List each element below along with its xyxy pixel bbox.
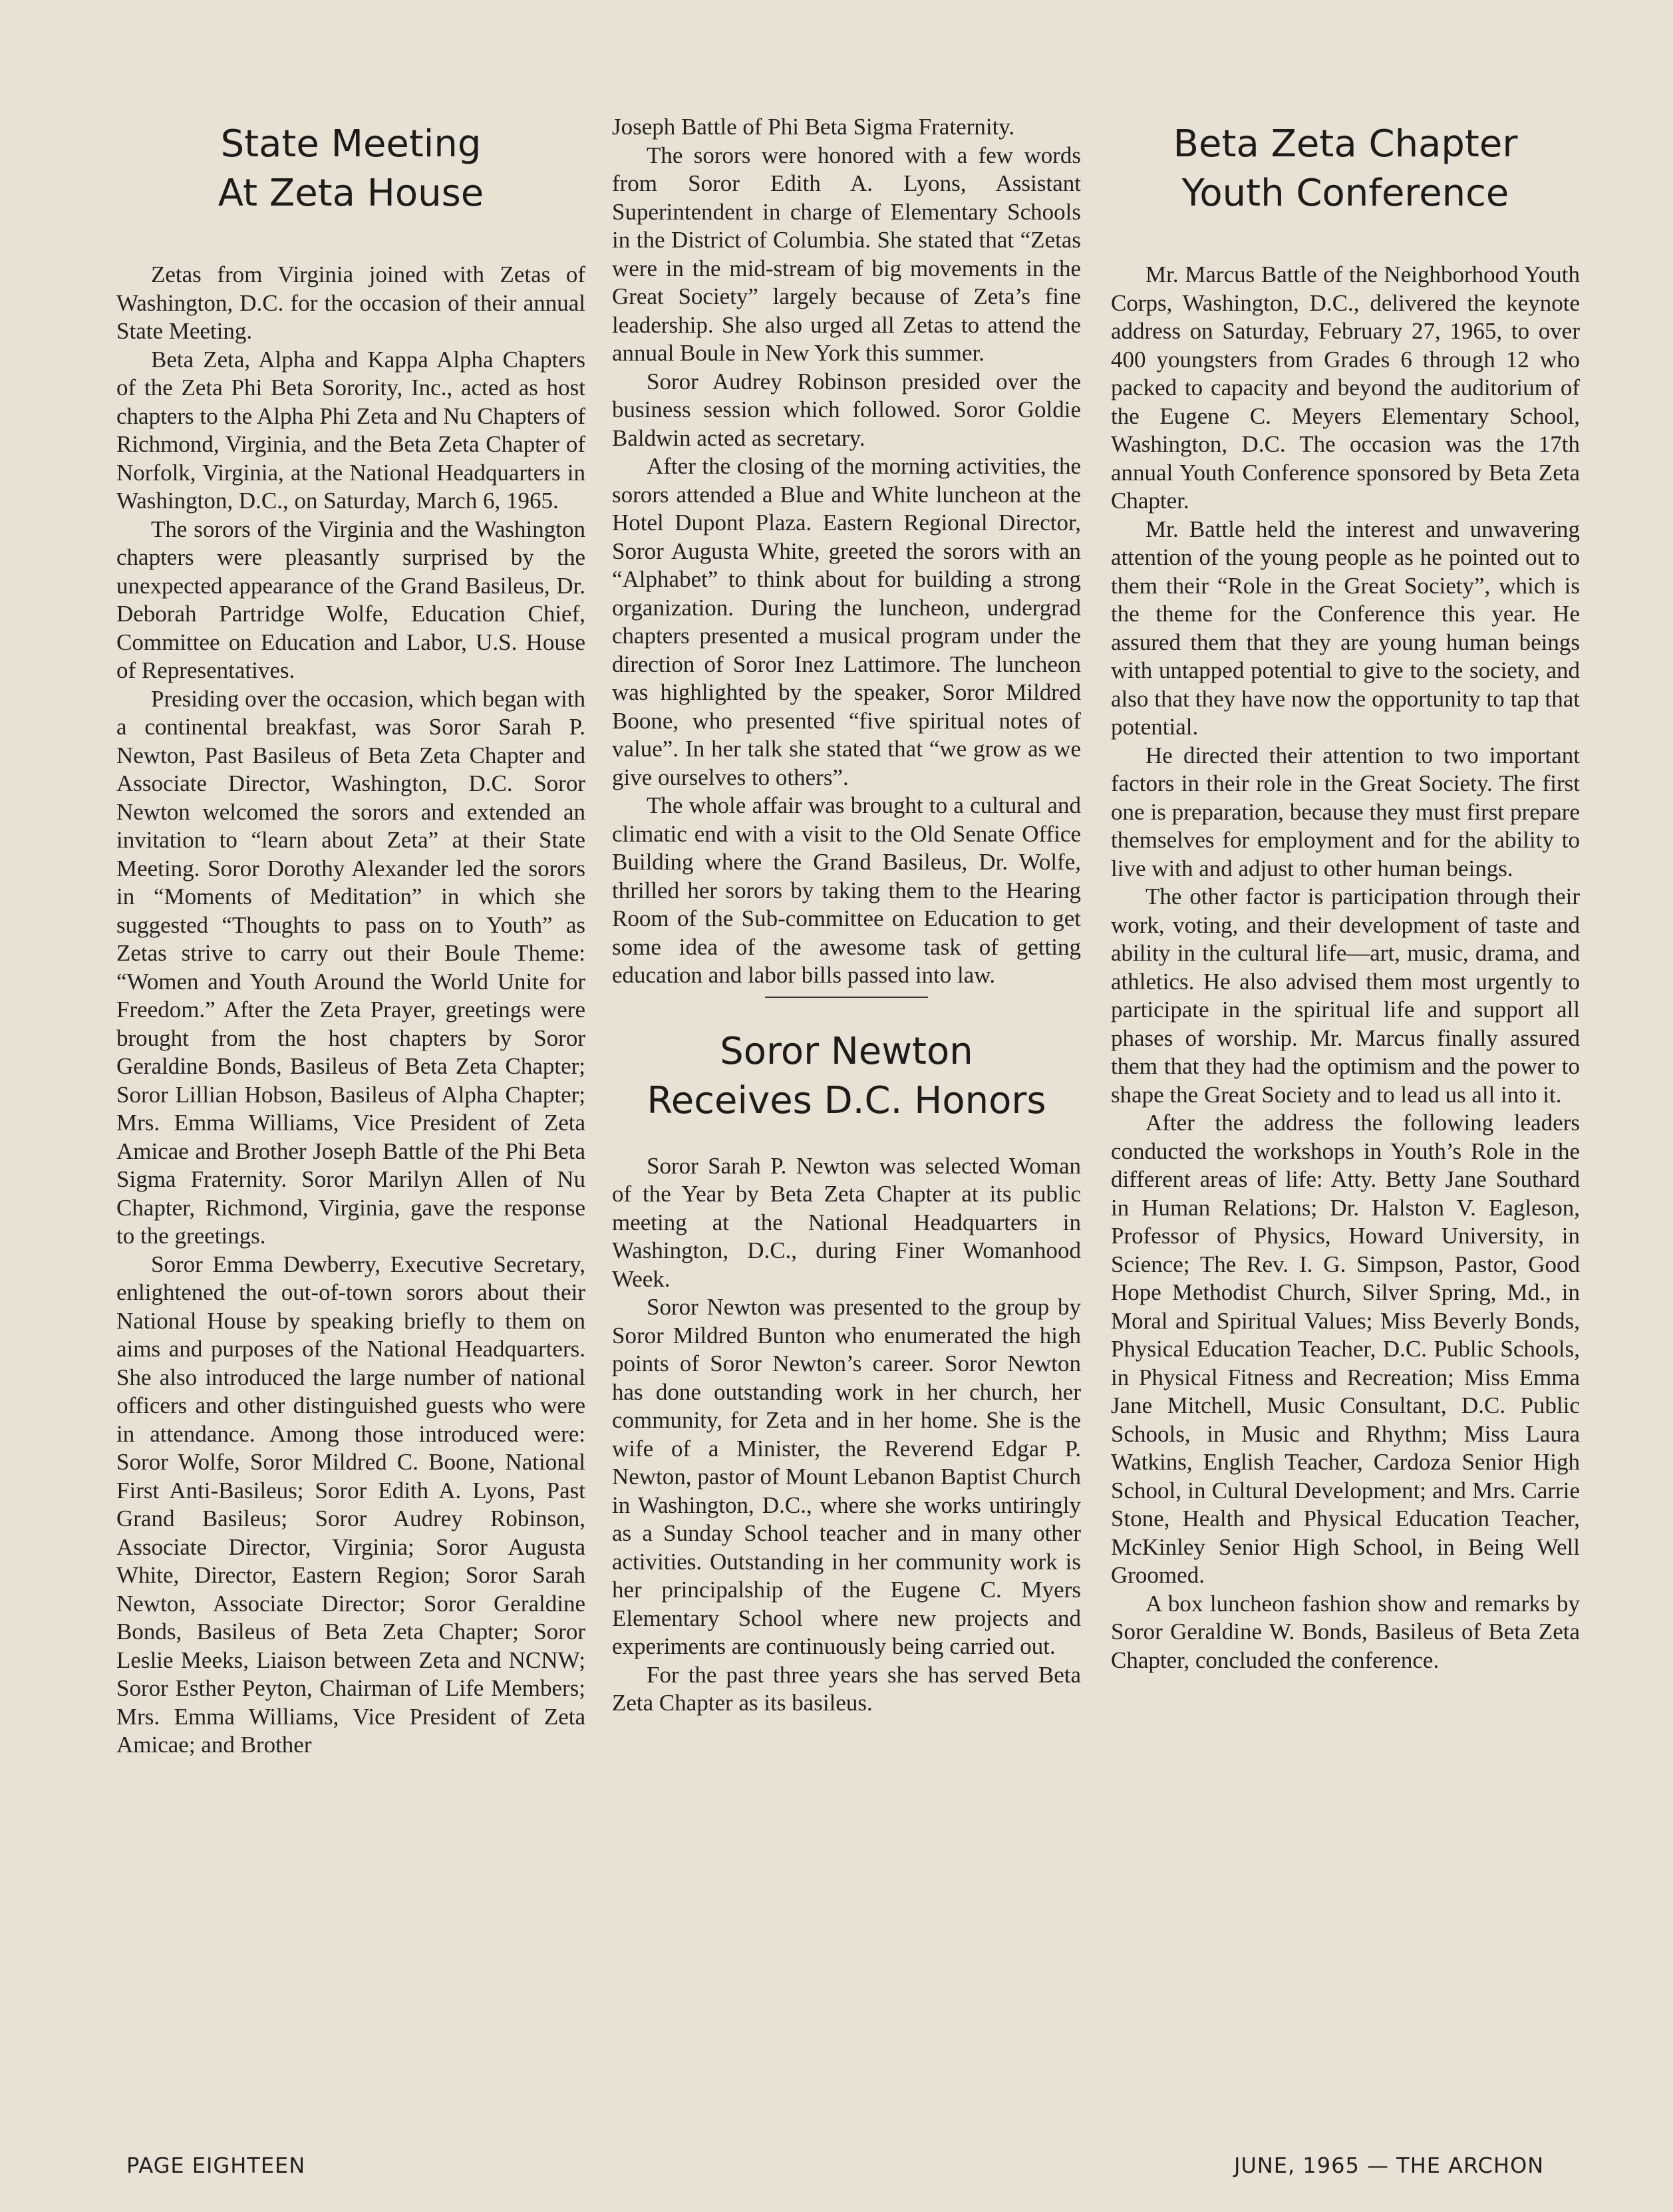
headline-line: State Meeting bbox=[220, 122, 482, 166]
paragraph: Presiding over the occasion, which began with a continental breakfast, was Soror Sarah P. Newton, Past Basileus of Beta Zeta Chapter and Associate Director, Washington, D.C. Soror Newton welcomed the sorors and extended an invitation to “learn about Zeta” at their State Meeting. Soror Dorothy Alexander led the sorors in “Moments of Meditation” in which she suggested “Thoughts to pass on to Youth” as Zetas strive to carry out their Boule Theme: “Women and Youth Around the World Unite for Freedom.” After the Zeta Prayer, greetings were brought from the host chapters by Soror Geraldine Bonds, Basileus of Beta Zeta Chapter; Soror Lillian Hobson, Basileus of Alpha Chapter; Mrs. Emma Williams, Vice President of Zeta Amicae and Brother Joseph Battle of the Phi Beta Sigma Fraternity. Soror Marilyn Allen of Nu Chapter, Richmond, Virginia, gave the response to the greetings. bbox=[116, 685, 585, 1249]
paragraph-continuation: Joseph Battle of Phi Beta Sigma Fraternity. bbox=[612, 114, 1015, 140]
paragraph: For the past three years she has served Beta Zeta Chapter as its basileus. bbox=[612, 1661, 1081, 1716]
headline-line: At Zeta House bbox=[218, 172, 484, 215]
column-middle bbox=[612, 113, 1081, 1718]
headline-youth-conference bbox=[1111, 120, 1580, 218]
issue-footer: JUNE, 1965 — THE ARCHON bbox=[1234, 2153, 1545, 2178]
paragraph: A box luncheon fashion show and remarks by Soror Geraldine W. Bonds, Basileus of Beta Zeta Chapter, concluded the conference. bbox=[1111, 1590, 1580, 1673]
article-state-meeting bbox=[116, 113, 585, 1760]
article-body-newton bbox=[612, 1152, 1081, 1718]
paragraph: Soror Sarah P. Newton was selected Woman of the Year by Beta Zeta Chapter at its public meeting at the National Headquarters in Washington, D.C., during Finer Womanhood Week. bbox=[612, 1152, 1081, 1292]
headline-line: Beta Zeta Chapter bbox=[1173, 122, 1518, 166]
paragraph: The whole affair was brought to a cultural and climatic end with a visit to the Old Senate Office Building where the Grand Basileus, Dr. Wolfe, thrilled her sorors by taking them to the Hearing Room of the Sub-committee on Education to get some idea of the awesome task of getting education and labor bills passed into law. bbox=[612, 792, 1081, 988]
article-body bbox=[116, 261, 585, 1760]
paragraph: Mr. Marcus Battle of the Neighborhood Youth Corps, Washington, D.C., delivered the keynote address on Saturday, February 27, 1965, to over 400 youngsters from Grades 6 through 12 who packed to capacity and beyond the auditorium of the Eugene C. Meyers Elementary School, Washington, D.C. The occasion was the 17th annual Youth Conference sponsored by Beta Zeta Chapter. bbox=[1111, 261, 1580, 514]
paragraph: After the closing of the morning activities, the sorors attended a Blue and White luncheon at the Hotel Dupont Plaza. Eastern Regional Director, Soror Augusta White, greeted the sorors with an “Alphabet” to think about for building a strong organization. During the luncheon, undergrad chapters presented a musical program under the direction of Soror Inez Lattimore. The luncheon was highlighted by the speaker, Soror Mildred Boone, who presented “five spiritual notes of value”. In her talk she stated that “we grow as we give ourselves to others”. bbox=[612, 453, 1081, 790]
paragraph: The sorors were honored with a few words from Soror Edith A. Lyons, Assistant Superintendent in charge of Elementary Schools in the District of Columbia. She stated that “Zetas were in the mid-stream of big movements in the Great Society” largely because of Zeta’s fine leadership. She also urged all Zetas to attend the annual Boule in New York this summer. bbox=[612, 142, 1081, 366]
section-divider bbox=[765, 997, 928, 998]
headline-state-meeting bbox=[116, 120, 585, 218]
article-body-continued bbox=[612, 113, 1081, 990]
paragraph: The sorors of the Virginia and the Washington chapters were pleasantly surprised by the unexpected appearance of the Grand Basileus, Dr. Deborah Partridge Wolfe, Education Chief, Committee on Education and Labor, U.S. House of Representatives. bbox=[116, 516, 585, 683]
paragraph: Soror Emma Dewberry, Executive Secretary, enlightened the out-of-town sorors about their National House by speaking briefly to them on aims and purposes of the National Headquarters. She also introduced the large number of national officers and other distinguished guests who were in attendance. Among those introduced were: Soror Wolfe, Soror Mildred C. Boone, National First Anti-Basileus; Soror Edith A. Lyons, Past Grand Basileus; Soror Audrey Robinson, Associate Director, Virginia; Soror Augusta White, Director, Eastern Region; Soror Sarah Newton, Associate Director; Soror Geraldine Bonds, Basileus of Beta Zeta Chapter; Soror Leslie Meeks, Liaison between Zeta and NCNW; Soror Esther Peyton, Chairman of Life Members; Mrs. Emma Williams, Vice President of Zeta Amicae; and Brother bbox=[116, 1251, 585, 1758]
paragraph: Soror Newton was presented to the group by Soror Mildred Bunton who enumerated the high points of Soror Newton’s career. Soror Newton has done outstanding work in her church, her community, for Zeta and in her home. She is the wife of a Minister, the Reverend Edgar P. Newton, pastor of Mount Lebanon Baptist Church in Washington, D.C., where she works untiringly as a Sunday School teacher and in many other activities. Outstanding in her community work is her principalship of the Eugene C. Myers Elementary School where new projects and experiments are continuously being carried out. bbox=[612, 1294, 1081, 1659]
paragraph: The other factor is participation through their work, voting, and their development of taste and ability in the cultural life—art, music, drama, and athletics. He also advised them most urgently to participate in the spiritual life and support all phases of worship. Mr. Marcus finally assured them that they had the optimism and the power to shape the Great Society and to lead us all into it. bbox=[1111, 883, 1580, 1108]
paragraph: He directed their attention to two important factors in their role in the Great Society. The first one is preparation, because they must first prepare themselves for employment and for the ability to live with and adjust to other human beings. bbox=[1111, 742, 1580, 881]
headline-line: Youth Conference bbox=[1181, 172, 1509, 215]
paragraph: Beta Zeta, Alpha and Kappa Alpha Chapters of the Zeta Phi Beta Sorority, Inc., acted as host chapters to the Alpha Phi Zeta and Nu Chapters of Richmond, Virginia, and the Beta Zeta Chapter of Norfolk, Virginia, at the National Headquarters in Washington, D.C., on Saturday, March 6, 1965. bbox=[116, 346, 585, 514]
article-youth-conference bbox=[1111, 113, 1580, 1674]
paragraph: Soror Audrey Robinson presided over the business session which followed. Soror Goldie Baldwin acted as secretary. bbox=[612, 368, 1081, 451]
headline-line: Receives D.C. Honors bbox=[647, 1078, 1046, 1122]
paragraph: Zetas from Virginia joined with Zetas of Washington, D.C. for the occasion of their annual State Meeting. bbox=[116, 261, 585, 344]
headline-newton-honors bbox=[612, 1027, 1081, 1126]
page-number-footer: PAGE EIGHTEEN bbox=[126, 2153, 306, 2178]
headline-line: Soror Newton bbox=[720, 1029, 973, 1073]
article-body bbox=[1111, 261, 1580, 1674]
paragraph: Mr. Battle held the interest and unwavering attention of the young people as he pointed out to them their “Role in the Great Society”, which is the theme for the Conference this year. He assured them that they are young human beings with untapped potential to give to the society, and also that they have now the opportunity to tap that potential. bbox=[1111, 516, 1580, 740]
paragraph: After the address the following leaders conducted the workshops in Youth’s Role in the different areas of life: Atty. Betty Jane Southard in Human Relations; Dr. Halston V. Eagleson, Professor of Physics, Howard University, in Science; The Rev. I. G. Simpson, Pastor, Good Hope Methodist Church, Silver Spring, Md., in Moral and Spiritual Values; Miss Beverly Bonds, Physical Education Teacher, D.C. Public Schools, in Physical Fitness and Recreation; Miss Emma Jane Mitchell, Music Consultant, D.C. Public Schools, in Music and Rhythm; Miss Laura Watkins, English Teacher, Cardoza Senior High School, in Cultural Development; and Mrs. Carrie Stone, Health and Physical Education Teacher, McKinley Senior High School, in Being Well Groomed. bbox=[1111, 1110, 1580, 1588]
